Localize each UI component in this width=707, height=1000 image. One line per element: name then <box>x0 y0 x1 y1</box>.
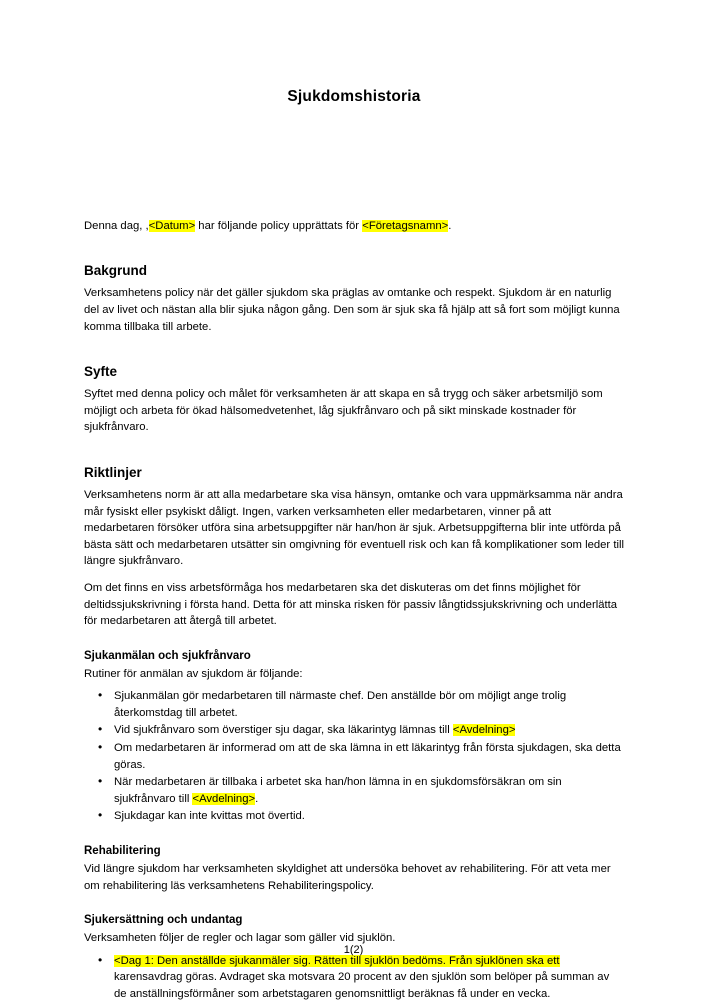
subsection-heading-sjukanmalan: Sjukanmälan och sjukfrånvaro <box>84 649 251 662</box>
section-body-bakgrund: Verksamhetens policy när det gäller sjukdom ska präglas av omtanke och respekt. Sjukdom är en naturlig del av livet och nästan alla blir sjuka någon gång. Den som är sjuk ska få hjälp att så fort som möjligt kunna komma tillbaka till arbete. <box>84 287 620 333</box>
list-item <box>114 953 624 1000</box>
intro-after: . <box>448 220 452 232</box>
page-title: Sjukdomshistoria <box>287 88 421 105</box>
list-item-text: Sjukdagar kan inte kvittas mot övertid. <box>114 810 305 823</box>
document-content <box>84 0 624 1000</box>
bullet-list-sjukanmalan <box>84 688 624 825</box>
section-body-syfte: Syftet med denna policy och målet för verksamheten är att skapa en så trygg och säker arbetsmiljö som möjligt och arbeta för ökad hälsomedvetenhet, låg sjukfrånvaro och på sikt minskade kostnader för sjukfrånvaro. <box>84 388 603 434</box>
section-heading-syfte: Syfte <box>84 364 118 380</box>
subsection-lead-sjukersattning: Verksamheten följer de regler och lagar som gäller vid sjuklön. <box>84 932 396 945</box>
section-body-riktlinjer-2: Om det finns en viss arbetsförmåga hos medarbetaren ska det diskuteras om det finns möjlighet för deltidssjukskrivning i första hand. Detta för att minska risken för passiv långtidssjukskrivning och underlätta för medarbetaren att återgå till arbetet. <box>84 581 618 628</box>
subsection-lead-sjukanmalan: Rutiner för anmälan av sjukdom är följande: <box>84 667 303 680</box>
list-item-text-after: . <box>255 792 259 805</box>
list-item <box>114 774 624 807</box>
list-item <box>114 740 624 773</box>
section-heading-bakgrund: Bakgrund <box>84 263 148 279</box>
section-body-riktlinjer-1: Verksamhetens norm är att alla medarbetare ska visa hänsyn, omtanke och vara uppmärksamma när andra mår fysiskt eller psykiskt dåligt. Ingen, varken verksamheten eller medarbetaren, vinner på att medarbetaren försöker utföra sina arbetsuppgifter när han/hon är sjuk. Arbetsuppgifterna blir inte utförda på bästa sätt och medarbetaren utsätter sin omgivning för eventuell risk och kan få komplikationer som leder till längre sjukfrånvaro. <box>84 488 625 568</box>
page-number: 1(2) <box>343 944 364 956</box>
placeholder-dag1: <Dag 1: Den anställde sjukanmäler sig. Rätten till sjuklön bedöms. Från sjuklönen ska ett <box>114 954 560 967</box>
bullet-list-sjukersattning <box>84 953 624 1000</box>
placeholder-foretagsnamn: <Företagsnamn> <box>362 220 449 232</box>
intro-paragraph <box>84 218 624 234</box>
placeholder-avdelning: <Avdelning> <box>192 792 256 805</box>
list-item-text: karensavdrag göras. Avdraget ska motsvara 20 procent av den sjuklön som belöper på summan av de anställningsförmåner som arbetstagaren genomsnittligt beräknas få under en vecka. <box>114 971 610 1000</box>
list-item-text: Om medarbetaren är informerad om att de ska lämna in ett läkarintyg från första sjukdagen, ska detta göras. <box>114 742 621 771</box>
list-item <box>114 722 624 739</box>
placeholder-avdelning: <Avdelning> <box>452 724 516 737</box>
list-item <box>114 808 624 825</box>
subsection-heading-sjukersattning: Sjukersättning och undantag <box>84 914 243 927</box>
section-heading-riktlinjer: Riktlinjer <box>84 464 142 480</box>
list-item-text: Sjukanmälan gör medarbetaren till närmaste chef. Den anställde bör om möjligt ange trolig återkomstdag till arbetet. <box>114 690 567 719</box>
list-item <box>114 688 624 721</box>
subsection-lead-rehabilitering: Vid längre sjukdom har verksamheten skyldighet att undersöka behovet av rehabilitering. För att veta mer om rehabilitering läs verksamhetens Rehabiliteringspolicy. <box>84 863 611 892</box>
list-item-text: När medarbetaren är tillbaka i arbetet ska han/hon lämna in en sjukdomsförsäkran om sin sjukfrånvaro till <box>114 776 562 805</box>
intro-middle: har följande policy upprättats för <box>195 220 363 232</box>
placeholder-datum: <Datum> <box>148 220 196 232</box>
list-item-text: Vid sjukfrånvaro som överstiger sju dagar, ska läkarintyg lämnas till <box>114 724 453 737</box>
intro-before: Denna dag, , <box>84 220 149 232</box>
subsection-heading-rehabilitering: Rehabilitering <box>84 845 161 858</box>
